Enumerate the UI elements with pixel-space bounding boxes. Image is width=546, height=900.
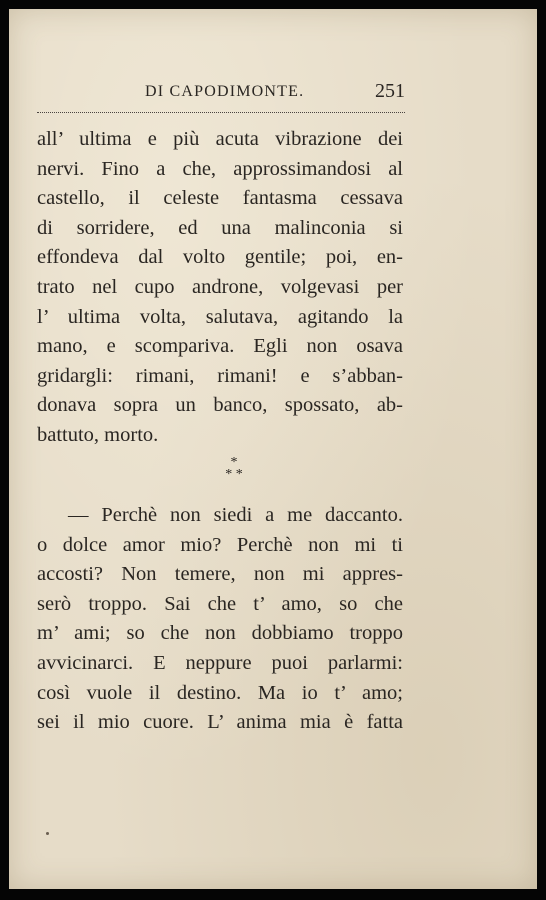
text-line: o dolce amor mio? Perchè non mi ti	[37, 533, 403, 556]
text-line: gridargli: rimani, rimani! e s’abban-	[37, 364, 403, 387]
paragraph-2	[37, 501, 403, 738]
text-line: accosti? Non temere, non mi appres-	[37, 563, 403, 586]
text-line: serò troppo. Sai che t’ amo, so che	[37, 592, 403, 615]
text-line: sei il mio cuore. L’ anima mia è fatta	[37, 711, 403, 734]
page-number: 251	[375, 80, 405, 102]
text-line: donava sopra un banco, spossato, ab-	[37, 394, 403, 417]
text-line: mano, e scompariva. Egli non osava	[37, 335, 403, 358]
text-line: battuto, morto.	[37, 423, 159, 446]
text-line: effondeva dal volto gentile; poi, en-	[37, 246, 403, 269]
paper-speck	[46, 832, 49, 835]
text-line: di sorridere, ed una malinconia si	[37, 216, 403, 239]
text-line: nervi. Fino a che, approssimandosi al	[37, 157, 403, 180]
text-line: castello, il celeste fantasma cessava	[37, 187, 403, 210]
text-line: così vuole il destino. Ma io t’ amo;	[37, 681, 403, 704]
asterism-bottom: * *	[225, 467, 243, 482]
header-rule	[37, 112, 405, 113]
text-line: all’ ultima e più acuta vibrazione dei	[37, 128, 403, 150]
text-line: trato nel cupo androne, volgevasi per	[37, 275, 403, 298]
page-header	[145, 81, 403, 107]
text-line: l’ ultima volta, salutava, agitando la	[37, 305, 403, 328]
text-line: m’ ami; so che non dobbiamo troppo	[37, 622, 403, 645]
asterism-top: *	[230, 455, 238, 470]
book-page	[9, 9, 537, 889]
text-line: — Perchè non siedi a me daccanto.	[68, 504, 403, 526]
paragraph-1	[37, 125, 403, 451]
text-line: avvicinarci. E neppure puoi parlarmi:	[37, 651, 403, 674]
running-title: DI CAPODIMONTE.	[145, 83, 305, 100]
section-break-asterism	[209, 457, 259, 487]
